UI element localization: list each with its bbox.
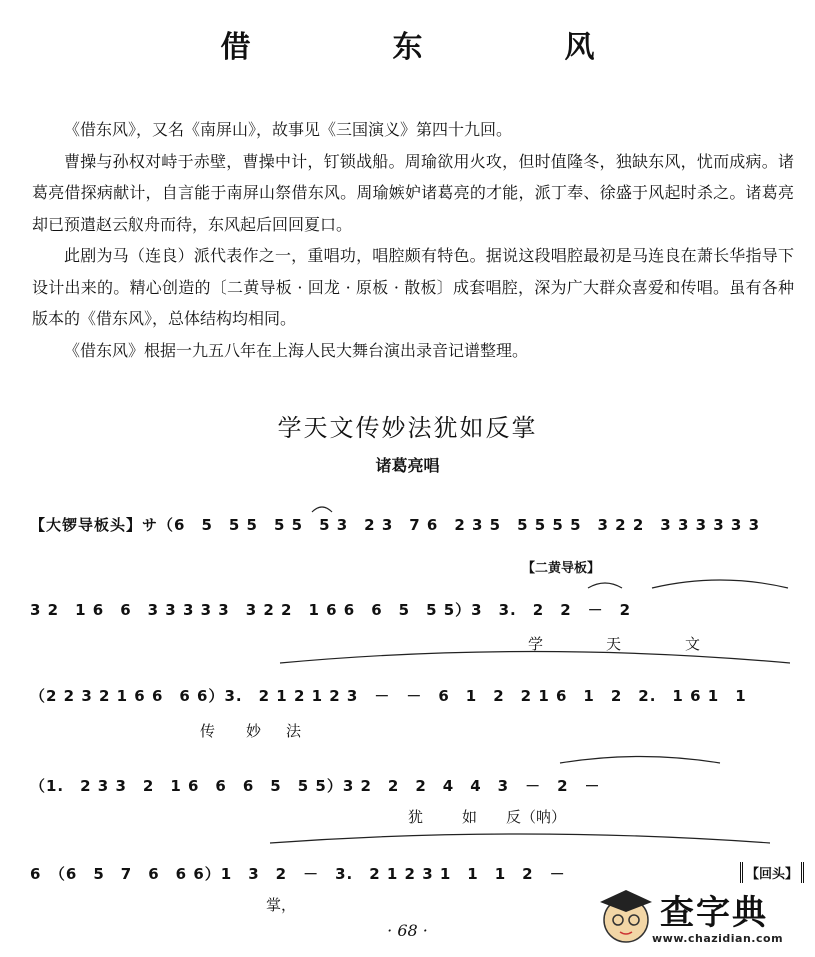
score-row: 3 2 1 6 6 3 3 3 3 3 3 2 2 1 6 6 6 5 5 5）3 3. 2 2 － 2: [30, 601, 632, 619]
score-row: 6 （6 5 7 6 6 6）1 3 2 － 3. 2 1 2 3 1 1 1 2 －: [30, 865, 566, 883]
intro-paragraph: 此剧为马（连良）派代表作之一，重唱功，唱腔颇有特色。据说这段唱腔最初是马连良在萧长华指导下设计出来的。精心创造的〔二黄导板 · 回龙 · 原板 · 散板〕成套唱腔，深为广大群众喜爱和传唱。虽有各种版本的《借东风》，总体结构均相同。: [32, 246, 794, 328]
score-row: 【大锣导板头】サ（6 5 5 5 5 5 5 3 2 3 7 6 2 3 5 5 5 5 5 3 2 2 3 3 3 3 3 3: [30, 516, 761, 534]
lyric: 反（呐）: [506, 808, 567, 826]
huitou-mark: 【回头】: [740, 862, 804, 883]
lyric: 法: [286, 722, 302, 740]
lyric: 学: [528, 635, 544, 653]
intro-paragraph: 《借东风》根据一九五八年在上海人民大舞台演出录音记谱整理。: [64, 340, 529, 360]
singer-label: 诸葛亮唱: [375, 456, 440, 475]
intro-paragraph: 《借东风》，又名《南屏山》，故事见《三国演义》第四十九回。: [64, 120, 513, 139]
lyric: 如: [462, 808, 478, 826]
score-row: （1. 2 3 3 2 1 6 6 6 5 5 5）3 2 2 2 4 4 3 － 2 －: [30, 777, 601, 795]
lyric: 掌，: [266, 896, 297, 914]
lyric: 文: [685, 635, 701, 653]
page-number: · 68 ·: [387, 921, 428, 940]
song-title: 学天文传妙法犹如反掌: [277, 414, 538, 442]
lyric: 犹: [408, 808, 424, 826]
watermark-text: 查字典: [660, 893, 768, 933]
score-row: （2 2 3 2 1 6 6 6 6）3. 2 1 2 1 2 3 － － 6 1 2 2 1 6 1 2 2. 1 6 1 1: [30, 687, 747, 705]
lyric: 妙: [246, 722, 262, 740]
erhuang-daoban-mark: 【二黄导板】: [522, 561, 601, 576]
watermark-url: www.chazidian.com: [652, 932, 784, 945]
intro-paragraph: 曹操与孙权对峙于赤壁，曹操中计，钉锁战船。周瑜欲用火攻，但时值隆冬，独缺东风，忧而成病。诸葛亮借探病献计，自言能于南屏山祭借东风。周瑜嫉妒诸葛亮的才能，派丁奉、徐盛于风起时杀之。诸葛亮却已预遣赵云舣舟而待，东风起后回回夏口。: [32, 151, 794, 234]
lyric: 传: [200, 722, 216, 740]
lyric: 天: [606, 635, 622, 653]
page-title: 借 东 风: [220, 30, 651, 65]
